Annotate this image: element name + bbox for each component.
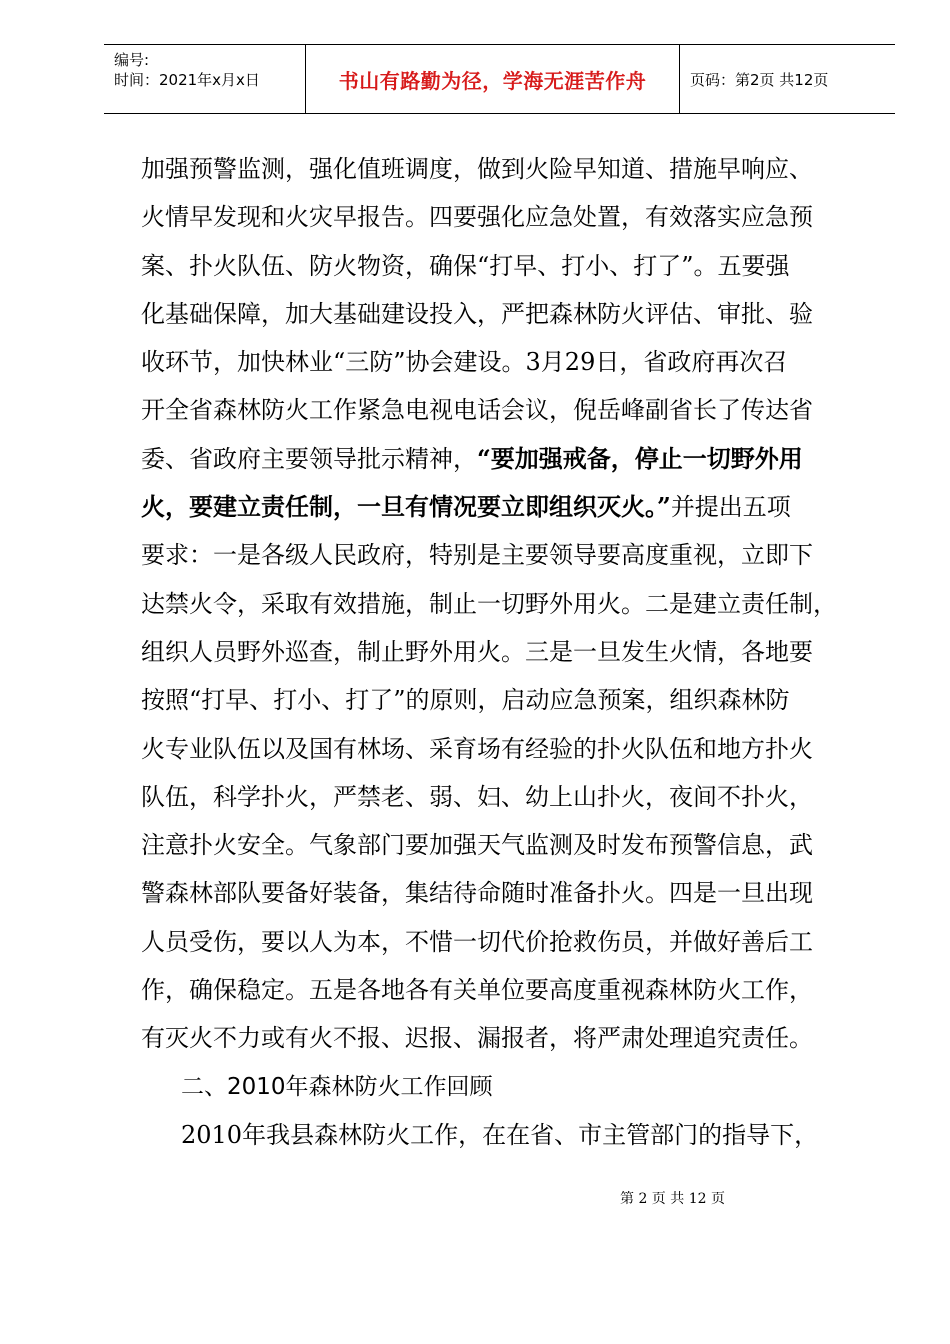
body-line <box>141 435 861 483</box>
document-body <box>141 145 861 1159</box>
page-header <box>104 44 895 114</box>
bold-quote: 火，要建立责任制，一旦有情况要立即组织灭火。” <box>141 492 671 522</box>
body-text: 委、省政府主要领导批示精神， <box>141 444 477 473</box>
body-line: 组织人员野外巡查，制止野外用火。三是一旦发生火情，各地要 <box>141 637 813 666</box>
body-line: 队伍，科学扑火，严禁老、弱、妇、幼上山扑火，夜间不扑火， <box>141 782 813 811</box>
body-line: 作，确保稳定。五是各地各有关单位要高度重视森林防火工作， <box>141 976 813 1005</box>
body-line: 警森林部队要备好装备，集结待命随时准备扑火。四是一旦出现 <box>141 879 813 908</box>
body-line: 案、扑火队伍、防火物资，确保“打早、打小、打了”。五要强 <box>141 251 790 280</box>
body-line: 开全省森林防火工作紧急电视电话会议，倪岳峰副省长了传达省 <box>141 396 813 425</box>
bold-quote: “要加强戒备，停止一切野外用 <box>477 443 803 473</box>
body-line: 达禁火令，采取有效措施，制止一切野外用火。二是建立责任制， <box>141 589 837 618</box>
body-line: 2010年我县森林防火工作，在在省、市主管部门的指导下， <box>181 1120 819 1149</box>
body-line: 有灭火不力或有火不报、迟报、漏报者，将严肃处理追究责任。 <box>141 1024 813 1053</box>
page-footer: 第 2 页 共 12 页 <box>620 1191 725 1207</box>
document-time-label: 时间：2021年x月x日 <box>114 71 260 89</box>
header-page-info: 页码：第2页 共12页 <box>690 70 829 89</box>
body-line: 收环节，加快林业“三防”协会建设。3月29日，省政府再次召 <box>141 348 788 377</box>
header-meta <box>104 45 306 113</box>
body-line: 加强预警监测，强化值班调度，做到火险早知道、措施早响应、 <box>141 155 813 183</box>
body-line <box>141 483 861 531</box>
section-heading: 二、2010年森林防火工作回顾 <box>181 1073 493 1100</box>
header-slogan: 书山有路勤为径，学海无涯苦作舟 <box>306 45 680 113</box>
body-line: 要求：一是各级人民政府，特别是主要领导要高度重视，立即下 <box>141 541 813 570</box>
body-line: 火专业队伍以及国有林场、采育场有经验的扑火队伍和地方扑火 <box>141 734 813 763</box>
body-text: 并提出五项 <box>670 493 791 522</box>
body-line: 火情早发现和火灾早报告。四要强化应急处置，有效落实应急预 <box>141 203 813 232</box>
body-line: 化基础保障，加大基础建设投入，严把森林防火评估、审批、验 <box>141 299 813 328</box>
body-line: 按照“打早、打小、打了”的原则，启动应急预案，组织森林防 <box>141 686 790 715</box>
body-line: 人员受伤，要以人为本，不惜一切代价抢救伤员，并做好善后工 <box>141 927 813 956</box>
document-number-label: 编号: <box>114 51 150 69</box>
body-line: 注意扑火安全。气象部门要加强天气监测及时发布预警信息，武 <box>141 831 813 860</box>
